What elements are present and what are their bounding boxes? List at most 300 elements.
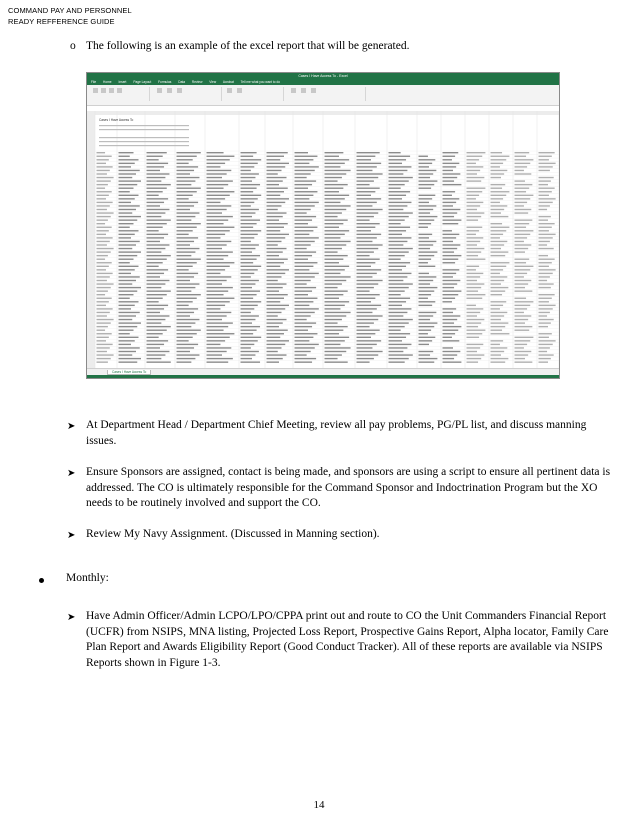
grid-cell-text [491, 326, 506, 327]
grid-cell-text [97, 219, 108, 220]
grid-cell-text [357, 241, 373, 242]
excel-menu-review[interactable]: Review [191, 80, 203, 84]
grid-cell-text [207, 322, 233, 323]
grid-cell-text [207, 315, 227, 316]
bullet-item: Ensure Sponsors are assigned, contact is being made, and sponsors are using a script to ensure all pertinent data is addressed. The CO is ultimately responsible for the Command Sponsor and Indoctrination Program but the XO needs to be routinely involved and support the CO. [86, 466, 611, 509]
grid-cell-text [357, 344, 377, 345]
grid-cell-text [389, 344, 412, 345]
grid-cell-text [467, 337, 480, 338]
grid-cell-text [97, 177, 114, 178]
grid-cell-text [357, 205, 373, 206]
ribbon-icon[interactable] [117, 88, 122, 93]
grid-cell-text [389, 248, 413, 249]
doc-header-line1: COMMAND PAY AND PERSONNEL [8, 6, 132, 15]
grid-cell-text [389, 212, 413, 213]
ribbon-icon[interactable] [177, 88, 182, 93]
grid-cell-text [443, 230, 452, 231]
grid-cell-text [515, 173, 532, 174]
grid-cell-text [267, 344, 286, 345]
grid-cell-text [119, 280, 137, 281]
grid-cell-text [419, 205, 437, 206]
grid-cell-text [147, 163, 169, 164]
grid-cell-text [389, 156, 411, 157]
ribbon-icon[interactable] [167, 88, 172, 93]
grid-cell-text [177, 173, 191, 174]
grid-cell-text [539, 237, 553, 238]
grid-cell-text [325, 177, 342, 178]
grid-cell-text [177, 223, 201, 224]
grid-cell-text [389, 326, 405, 327]
grid-cell-text [539, 269, 556, 270]
grid-cell-text [147, 280, 170, 281]
grid-cell-text [241, 248, 256, 249]
grid-cell-text [177, 330, 201, 331]
grid-cell-text [467, 326, 479, 327]
grid-cell-text [119, 230, 139, 231]
grid-cell-text [419, 195, 436, 196]
grid-cell-text [419, 361, 435, 362]
grid-cell-text [119, 354, 133, 355]
grid-cell-text [389, 259, 401, 260]
grid-cell-text [419, 351, 434, 352]
grid-cell-text [295, 319, 307, 320]
grid-cell-text [491, 241, 508, 242]
grid-cell-text [325, 255, 348, 256]
grid-cell-text [443, 184, 462, 185]
grid-cell-text [389, 322, 409, 323]
grid-cell-text [357, 330, 380, 331]
excel-menu-page-layout[interactable]: Page Layout [133, 80, 152, 84]
grid-cell-text [491, 287, 509, 288]
grid-cell-text [147, 344, 165, 345]
grid-cell-text [325, 166, 341, 167]
grid-cell-text [207, 294, 224, 295]
grid-cell-text [207, 180, 233, 181]
grid-cell-text [177, 269, 189, 270]
grid-cell-text [443, 216, 455, 217]
grid-cell-text [357, 351, 383, 352]
grid-cell-text [295, 322, 317, 323]
grid-cell-text [267, 205, 282, 206]
grid-cell-text [515, 344, 528, 345]
grid-cell-text [177, 166, 199, 167]
grid-cell-text [241, 330, 257, 331]
grid-cell-text [467, 294, 486, 295]
grid-cell-text [389, 319, 413, 320]
grid-cell-text [325, 262, 340, 263]
arrow-bullet-icon: ➤ [67, 468, 76, 479]
grid-cell-text [389, 209, 404, 210]
grid-cell-text [147, 173, 170, 174]
grid-cell-text [515, 163, 531, 164]
grid-cell-text [97, 269, 107, 270]
grid-cell-text [295, 312, 315, 313]
grid-cell-text [177, 301, 193, 302]
grid-cell-text [491, 358, 509, 359]
ribbon-icon[interactable] [237, 88, 242, 93]
grid-cell-text [325, 322, 338, 323]
grid-cell-text [443, 333, 456, 334]
grid-cell-text [119, 188, 134, 189]
grid-cell-text [295, 195, 314, 196]
grid-cell-text [467, 173, 478, 174]
grid-cell-text [295, 308, 319, 309]
grid-cell-text [295, 340, 310, 341]
excel-menu-formulas[interactable]: Formulas [158, 80, 172, 84]
grid-cell-text [443, 198, 460, 199]
grid-cell-text [539, 234, 556, 235]
ribbon-icon[interactable] [301, 88, 306, 93]
grid-cell-text [515, 166, 528, 167]
grid-cell-text [241, 298, 254, 299]
grid-cell-text [241, 322, 253, 323]
grid-cell-text [147, 330, 167, 331]
grid-cell-text [325, 308, 341, 309]
grid-cell-text [419, 294, 432, 295]
grid-cell-text [357, 259, 380, 260]
grid-cell-text [389, 230, 407, 231]
grid-cell-text [241, 269, 258, 270]
grid-cell-text [443, 170, 454, 171]
grid-cell-text [357, 294, 380, 295]
grid-cell-text [207, 283, 223, 284]
excel-menu-view[interactable]: View [209, 80, 217, 84]
grid-preamble-text [99, 129, 189, 130]
grid-cell-text [419, 198, 433, 199]
grid-cell-text [467, 266, 480, 267]
grid-cell-text [357, 326, 370, 327]
grid-cell-text [241, 262, 254, 263]
grid-cell-text [295, 347, 315, 348]
grid-cell-text [241, 351, 259, 352]
grid-cell-text [207, 156, 235, 157]
excel-menu-file[interactable]: File [91, 80, 97, 84]
grid-cell-text [419, 330, 432, 331]
grid-cell-text [207, 269, 226, 270]
grid-cell-text [515, 191, 527, 192]
grid-cell-text [267, 358, 283, 359]
grid-cell-text [207, 312, 232, 313]
grid-cell-text [443, 361, 462, 362]
excel-menu-data[interactable]: Data [178, 80, 186, 84]
grid-cell-text [357, 290, 370, 291]
grid-cell-text [491, 251, 509, 252]
grid-cell-text [177, 266, 193, 267]
grid-cell-text [325, 195, 350, 196]
grid-cell-text [147, 230, 159, 231]
grid-cell-text [267, 276, 282, 277]
grid-cell-text [325, 330, 344, 331]
grid-cell-text [443, 280, 461, 281]
grid-cell-text [295, 361, 313, 362]
grid-cell-text [419, 163, 433, 164]
grid-cell-text [357, 273, 377, 274]
grid-cell-text [267, 177, 287, 178]
grid-cell-text [539, 188, 555, 189]
grid-cell-text [389, 262, 411, 263]
grid-cell-text [267, 298, 285, 299]
grid-cell-text [357, 361, 370, 362]
grid-cell-text [295, 170, 315, 171]
grid-cell-text [539, 305, 556, 306]
grid-cell-text [515, 312, 524, 313]
grid-cell-text [177, 163, 189, 164]
grid-cell-text [389, 283, 413, 284]
grid-cell-text [467, 351, 478, 352]
grid-cell-text [539, 301, 549, 302]
grid-cell-text [467, 244, 478, 245]
grid-cell-text [119, 159, 139, 160]
grid-cell-text [357, 156, 376, 157]
grid-cell-text [515, 266, 534, 267]
grid-cell-text [443, 354, 458, 355]
grid-cell-text [389, 198, 403, 199]
grid-cell-text [325, 361, 348, 362]
grid-cell-text [357, 298, 376, 299]
grid-cell-text [177, 337, 193, 338]
grid-cell-text [119, 273, 132, 274]
grid-cell-text [97, 237, 113, 238]
grid-cell-text [467, 354, 485, 355]
grid-cell-text [515, 184, 533, 185]
grid-cell-text [147, 202, 165, 203]
grid-cell-text [97, 251, 111, 252]
grid-cell-text [295, 237, 319, 238]
grid-cell-text [443, 248, 458, 249]
grid-cell-text [147, 298, 163, 299]
grid-cell-text [207, 280, 227, 281]
grid-cell-text [539, 294, 555, 295]
grid-cell-text [241, 333, 254, 334]
grid-cell-text [241, 283, 256, 284]
grid-cell-text [207, 227, 235, 228]
grid-cell-text [419, 312, 437, 313]
grid-cell-text [419, 319, 431, 320]
grid-cell-text [147, 322, 162, 323]
grid-cell-text [443, 234, 460, 235]
ribbon-icon[interactable] [157, 88, 162, 93]
grid-cell-text [467, 159, 480, 160]
grid-cell-text [419, 159, 436, 160]
grid-cell-text [325, 273, 341, 274]
grid-cell-text [325, 276, 351, 277]
grid-cell-text [491, 184, 506, 185]
grid-cell-text [177, 298, 197, 299]
grid-cell-text [419, 177, 431, 178]
grid-cell-text [419, 333, 428, 334]
grid-cell-text [467, 216, 482, 217]
grid-cell-text [389, 276, 408, 277]
grid-cell-text [491, 202, 500, 203]
grid-cell-text [97, 340, 107, 341]
excel-menu-acrobat[interactable]: Acrobat [222, 80, 234, 84]
grid-cell-text [357, 237, 377, 238]
grid-cell-text [357, 198, 382, 199]
grid-cell-text [295, 266, 314, 267]
grid-cell-text [357, 354, 379, 355]
grid-cell-text [443, 319, 458, 320]
grid-cell-text [325, 159, 350, 160]
ribbon-icon[interactable] [227, 88, 232, 93]
grid-cell-text [147, 259, 167, 260]
excel-sheet-tab[interactable]: Cases I Have Access To [107, 370, 151, 375]
grid-cell-text [325, 180, 338, 181]
grid-cell-text [119, 237, 132, 238]
grid-cell-text [419, 340, 433, 341]
grid-cell-text [515, 315, 532, 316]
grid-cell-text [177, 344, 199, 345]
grid-cell-text [467, 287, 482, 288]
grid-cell-text [267, 361, 280, 362]
grid-cell-text [207, 354, 223, 355]
grid-cell-text [443, 251, 455, 252]
grid-cell-text [515, 361, 533, 362]
grid-cell-text [419, 184, 435, 185]
excel-menu-home[interactable]: Home [103, 80, 112, 84]
grid-cell-text [147, 177, 166, 178]
ribbon-icon[interactable] [291, 88, 296, 93]
grid-cell-text [515, 180, 526, 181]
ribbon-icon[interactable] [93, 88, 98, 93]
grid-cell-text [241, 198, 258, 199]
grid-cell-text [267, 184, 280, 185]
grid-cell-text [207, 266, 230, 267]
grid-cell-text [267, 223, 288, 224]
grid-cell-text [515, 259, 530, 260]
grid-cell-text [267, 166, 286, 167]
grid-cell-text [325, 337, 350, 338]
grid-cell-text [119, 326, 138, 327]
excel-menu-insert[interactable]: Insert [118, 80, 127, 84]
grid-cell-text [295, 330, 309, 331]
grid-cell-text [295, 248, 307, 249]
grid-cell-text [207, 330, 224, 331]
grid-cell-text [419, 170, 437, 171]
grid-cell-text [419, 305, 433, 306]
grid-cell-text [467, 251, 482, 252]
grid-cell-text [357, 308, 377, 309]
grid-cell-text [325, 170, 351, 171]
grid-cell-text [119, 180, 142, 181]
page-number: 14 [313, 799, 325, 811]
grid-cell-text [539, 230, 549, 231]
ribbon-icon[interactable] [311, 88, 316, 93]
ribbon-icon[interactable] [109, 88, 114, 93]
grid-cell-text [119, 301, 139, 302]
grid-cell-text [147, 251, 162, 252]
grid-cell-text [515, 188, 530, 189]
grid-cell-text [97, 159, 109, 160]
grid-cell-text [207, 166, 221, 167]
grid-cell-text [97, 234, 107, 235]
grid-cell-text [515, 330, 530, 331]
grid-cell-text [539, 191, 552, 192]
grid-cell-text [119, 248, 133, 249]
grid-cell-text [419, 156, 428, 157]
grid-cell-text [295, 244, 311, 245]
grid-cell-text [515, 227, 527, 228]
grid-cell-text [491, 266, 507, 267]
ribbon-icon[interactable] [101, 88, 106, 93]
grid-cell-text [491, 283, 502, 284]
excel-grid-svg [87, 111, 559, 369]
grid-cell-text [119, 269, 135, 270]
grid-cell-text [177, 202, 199, 203]
grid-cell-text [295, 205, 315, 206]
grid-cell-text [467, 241, 481, 242]
grid-cell-text [119, 305, 135, 306]
grid-cell-text [467, 361, 479, 362]
grid-cell-text [443, 255, 462, 256]
grid-cell-text [325, 191, 340, 192]
grid-cell-text [97, 290, 108, 291]
grid-cell-text [295, 173, 311, 174]
grid-cell-text [267, 156, 285, 157]
grid-cell-text [267, 248, 287, 249]
grid-cell-text [177, 195, 193, 196]
grid-cell-text [443, 180, 455, 181]
excel-tell-me[interactable]: Tell me what you want to do [240, 80, 281, 84]
grid-cell-text [119, 322, 142, 323]
grid-cell-text [389, 219, 405, 220]
grid-cell-text [539, 283, 554, 284]
grid-cell-text [491, 166, 500, 167]
grid-cell-text [147, 241, 161, 242]
grid-cell-text [119, 255, 138, 256]
grid-cell-text [119, 319, 133, 320]
grid-cell-text [177, 248, 200, 249]
excel-grid [87, 111, 559, 369]
grid-cell-text [207, 237, 221, 238]
grid-cell-text [97, 351, 107, 352]
grid-cell-text [325, 234, 345, 235]
grid-cell-text [419, 326, 435, 327]
grid-cell-text [467, 276, 481, 277]
grid-cell-text [177, 358, 196, 359]
grid-cell-text [357, 170, 373, 171]
grid-cell-text [467, 308, 484, 309]
grid-cell-text [241, 280, 259, 281]
grid-cell-text [357, 312, 373, 313]
grid-cell-text [295, 326, 313, 327]
grid-cell-text [147, 227, 163, 228]
grid-cell-text [97, 209, 107, 210]
grid-cell-text [443, 159, 452, 160]
grid-cell-text [357, 322, 374, 323]
grid-cell-text [241, 205, 251, 206]
grid-cell-text [357, 276, 373, 277]
grid-cell-text [119, 298, 130, 299]
grid-cell-text [491, 294, 503, 295]
grid-cell-text [267, 326, 280, 327]
grid-cell-text [491, 361, 506, 362]
grid-cell-text [207, 216, 233, 217]
grid-cell-text [443, 237, 457, 238]
grid-cell-text [325, 219, 348, 220]
grid-cell-text [515, 251, 526, 252]
grid-cell-text [119, 177, 133, 178]
grid-cell-text [419, 354, 431, 355]
grid-cell-text [443, 287, 455, 288]
grid-cell-text [147, 319, 166, 320]
grid-cell-text [241, 361, 261, 362]
grid-cell-text [325, 188, 344, 189]
grid-cell-text [207, 276, 232, 277]
grid-cell-text [295, 198, 310, 199]
grid-cell-text [515, 237, 528, 238]
grid-cell-text [241, 152, 257, 153]
grid-cell-text [207, 287, 233, 288]
